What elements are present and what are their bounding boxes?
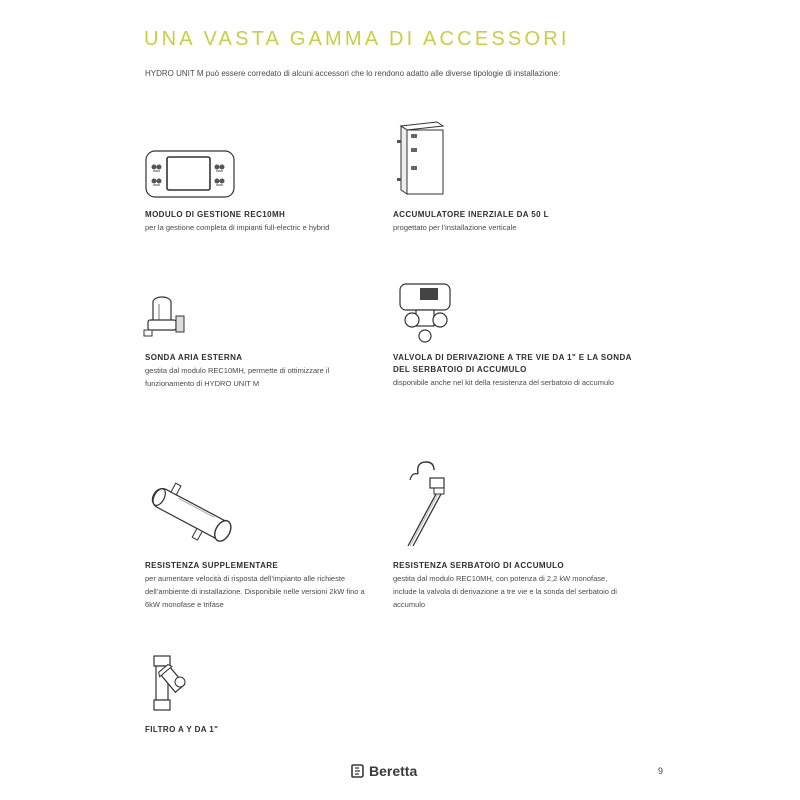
item-description: per la gestione completa di impianti full-electric e hybrid	[145, 223, 330, 232]
item-heading: ACCUMULATORE INERZIALE DA 50 L	[393, 210, 549, 219]
control-panel-icon	[145, 150, 235, 198]
brand-name: Beretta	[369, 763, 418, 779]
item-accumulator	[393, 209, 653, 234]
item-heading: RESISTENZA SERBATOIO DI ACCUMULO	[393, 561, 565, 570]
item-heading: FILTRO A Y DA 1"	[145, 725, 219, 734]
item-valvola	[393, 352, 633, 389]
item-resistenza-serbatoio	[393, 560, 633, 611]
item-rec10mh	[145, 209, 385, 234]
item-heading: MODULO DI GESTIONE REC10MH	[145, 210, 286, 219]
item-description: gestita dal modulo REC10MH, permette di ottimizzare il funzionamento di HYDRO UNIT M	[145, 366, 330, 388]
beretta-logo-icon	[350, 764, 366, 778]
item-resistenza-supplementare	[145, 560, 380, 611]
item-description: gestita dal modulo REC10MH, con potenza di 2,2 kW monofase, include la valvola di derivazione a tre vie e la sonda del serbatoio di accumulo	[393, 574, 617, 609]
intro-text: HYDRO UNIT M può essere corredato di alcuni accessori che lo rendono adatto alle diverse tipologie di installazione:	[145, 69, 561, 78]
item-heading: RESISTENZA SUPPLEMENTARE	[145, 561, 279, 570]
brand-logo	[350, 763, 417, 779]
tank-heater-icon	[394, 460, 464, 552]
item-heading: SONDA ARIA ESTERNA	[145, 353, 243, 362]
page-title: UNA VASTA GAMMA DI ACCESSORI	[144, 28, 570, 50]
item-filtro	[145, 724, 385, 736]
valve-icon	[392, 278, 458, 344]
item-description: per aumentare velocità di risposta dell’impianto alle richieste dell’ambiente di installazione. Disponibile nelle versioni 2kW fino a 6kW monofase e trifase	[145, 574, 365, 609]
item-description: progettato per l’installazione verticale	[393, 223, 517, 232]
tank-icon	[393, 120, 445, 198]
item-sonda-aria	[145, 352, 380, 390]
page-number: 9	[658, 766, 664, 776]
y-filter-icon	[140, 654, 194, 712]
item-description: disponibile anche nel kit della resistenza del serbatoio di accumulo	[393, 378, 614, 387]
heater-icon	[143, 476, 239, 552]
sensor-icon	[142, 294, 188, 340]
item-heading: VALVOLA DI DERIVAZIONE A TRE VIE DA 1" E LA SONDA DEL SERBATOIO DI ACCUMULO	[393, 353, 632, 374]
